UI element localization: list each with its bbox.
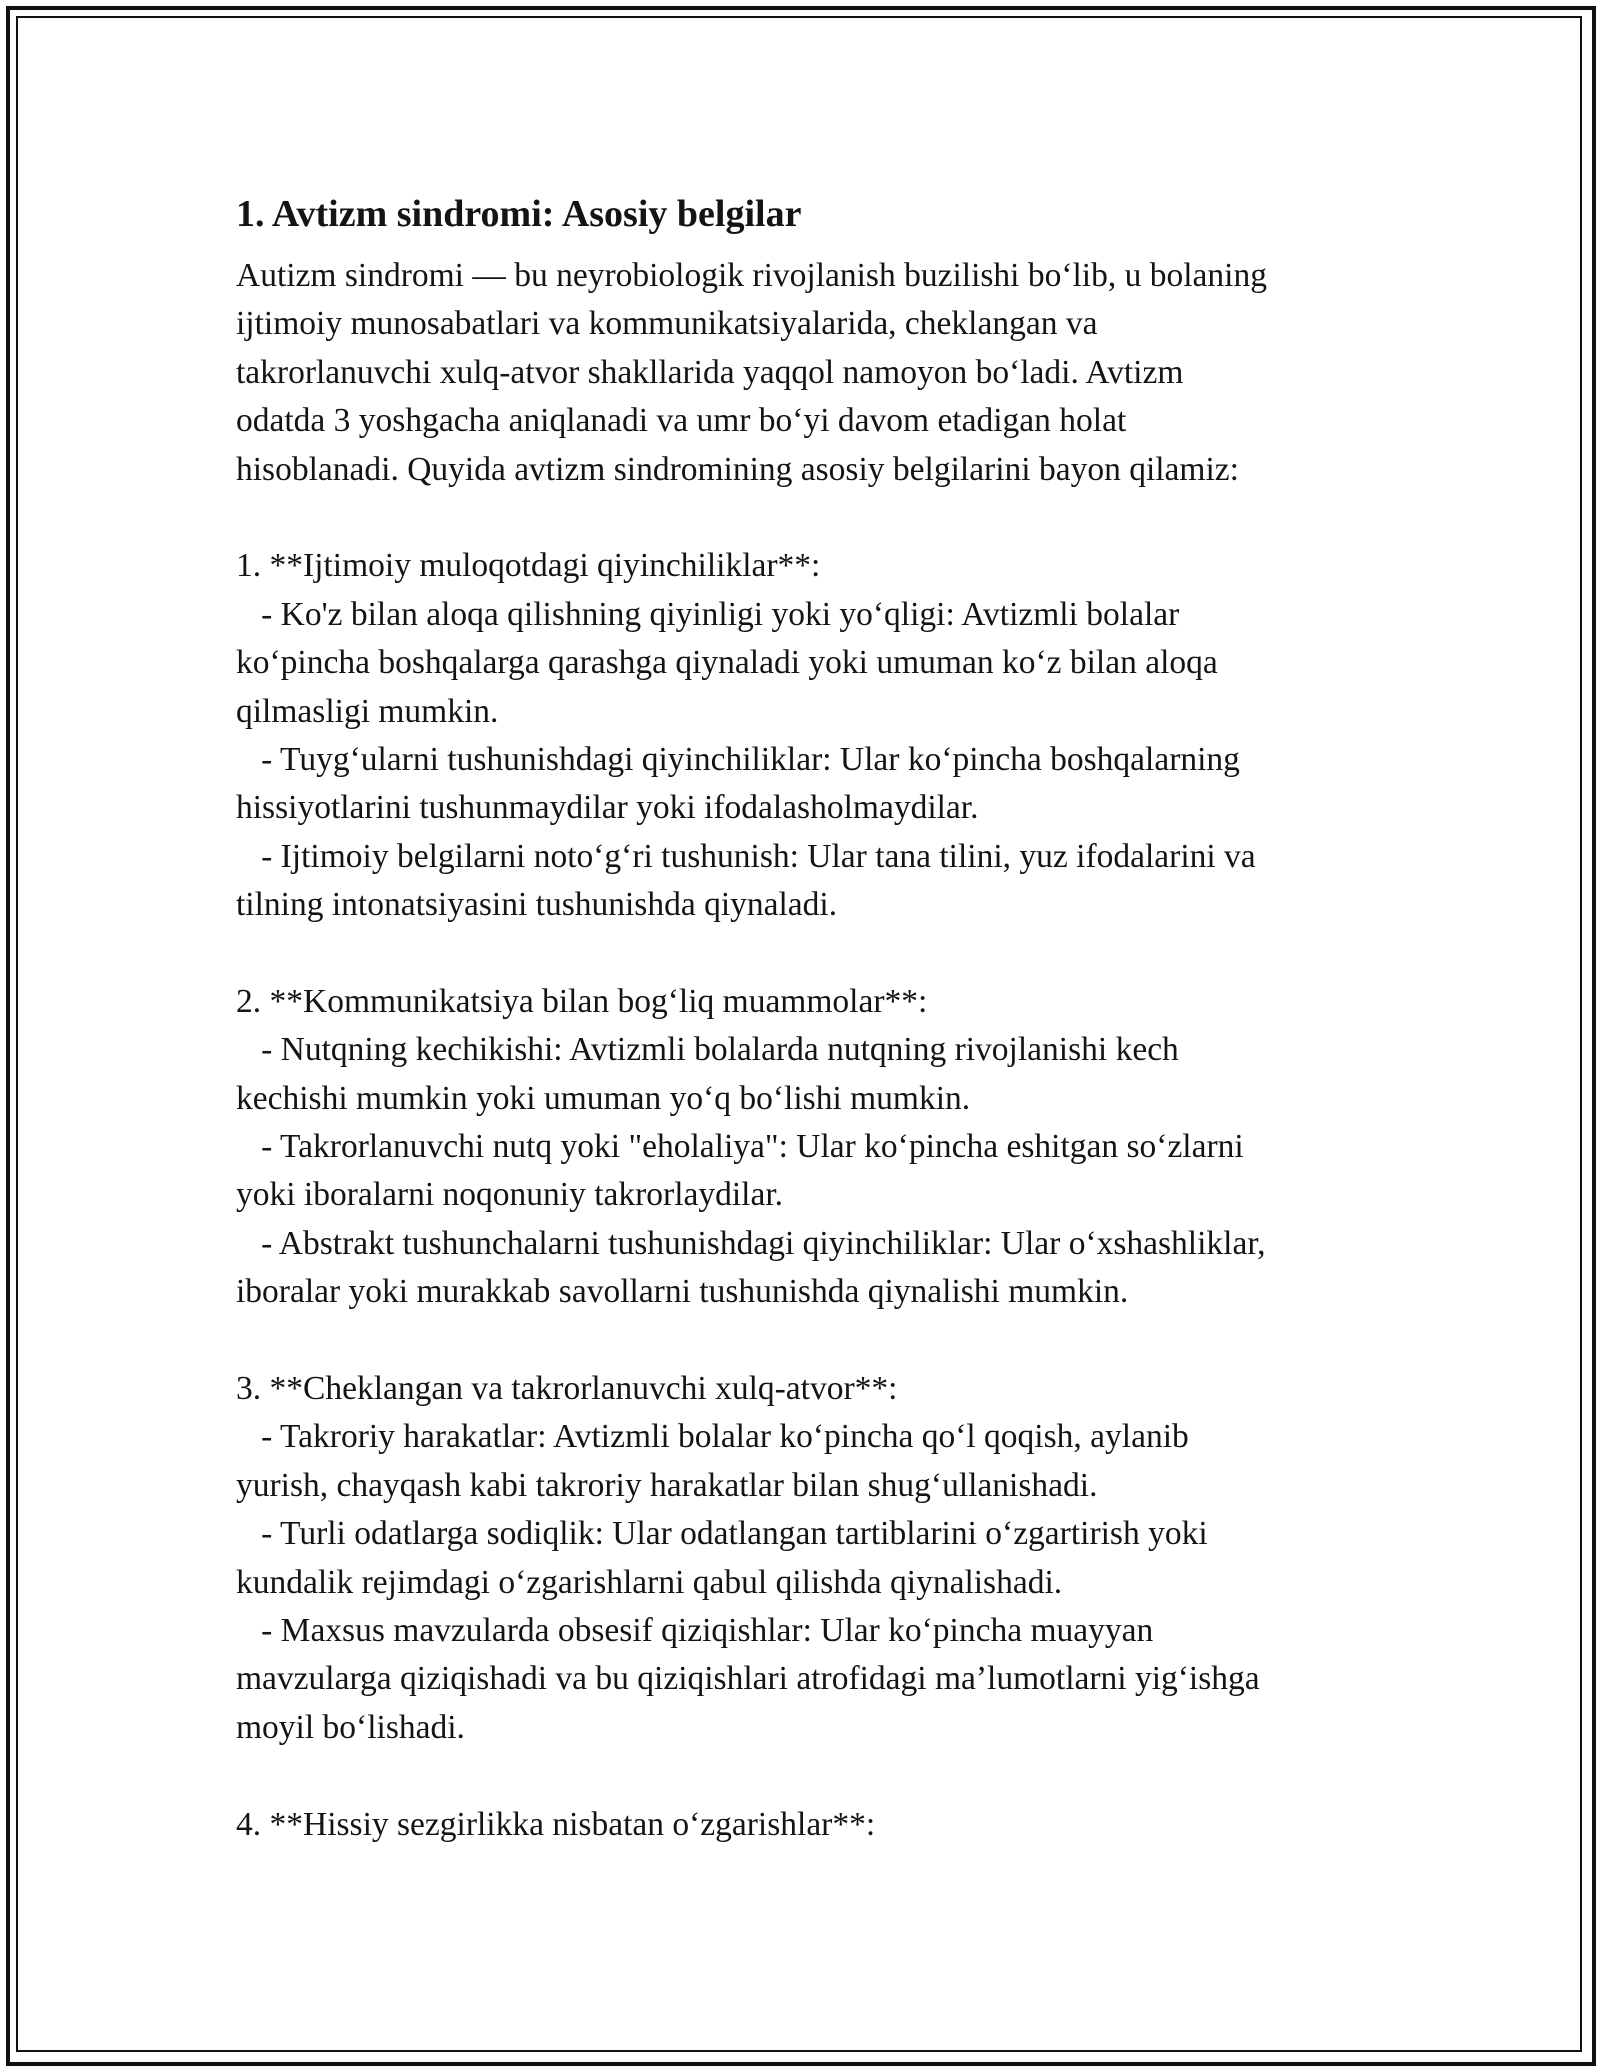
text-line: - Takrorlanuvchi nutq yoki "eholaliya": Ular ko‘pincha eshitgan so‘zlarni	[236, 1128, 1244, 1166]
text-line: qilmasligi mumkin.	[236, 692, 499, 730]
text-line: ko‘pincha boshqalarga qarashga qiynaladi yoki umuman ko‘z bilan aloqa	[236, 644, 1218, 682]
text-line: - Ko'z bilan aloqa qilishning qiyinligi yoki yo‘qligi: Avtizmli bolalar	[236, 595, 1180, 633]
text-line: - Turli odatlarga sodiqlik: Ular odatlangan tartiblarini o‘zgartirish yoki	[236, 1515, 1208, 1553]
text-line: moyil bo‘lishadi.	[236, 1708, 465, 1746]
text-line: yoki iboralarni noqonuniy takrorlaydilar.	[236, 1176, 784, 1214]
blank-line	[236, 1317, 1376, 1365]
text-line: 4. **Hissiy sezgirlikka nisbatan o‘zgarishlar**:	[236, 1805, 876, 1843]
document-text	[236, 252, 1376, 1849]
text-line: iboralar yoki murakkab savollarni tushunishda qiynalishi mumkin.	[236, 1273, 1129, 1311]
text-line: hisoblanadi. Quyida avtizm sindromining asosiy belgilarini bayon qilamiz:	[236, 450, 1239, 488]
text-line: odatda 3 yoshgacha aniqlanadi va umr bo‘yi davom etadigan holat	[236, 402, 1127, 440]
blank-line	[236, 1752, 1376, 1800]
document-body	[236, 186, 1376, 1849]
text-line: mavzularga qiziqishadi va bu qiziqishlari atrofidagi ma’lumotlarni yig‘ishga	[236, 1660, 1260, 1698]
blank-line	[236, 494, 1376, 542]
blank-line	[236, 929, 1376, 977]
text-line: - Maxsus mavzularda obsesif qiziqishlar: Ular ko‘pincha muayyan	[236, 1611, 1154, 1649]
text-line: 3. **Cheklangan va takrorlanuvchi xulq-atvor**:	[236, 1369, 898, 1407]
text-line: yurish, chayqash kabi takroriy harakatlar bilan shug‘ullanishadi.	[236, 1466, 1098, 1504]
text-line: kundalik rejimdagi o‘zgarishlarni qabul qilishda qiynalishadi.	[236, 1563, 1063, 1601]
text-line: ijtimoiy munosabatlari va kommunikatsiyalarida, cheklangan va	[236, 305, 1098, 343]
text-line: 2. **Kommunikatsiya bilan bog‘liq muammolar**:	[236, 982, 928, 1020]
text-line: - Ijtimoiy belgilarni noto‘g‘ri tushunish: Ular tana tilini, yuz ifodalarini va	[236, 837, 1256, 875]
text-line: 1. **Ijtimoiy muloqotdagi qiyinchiliklar**:	[236, 547, 821, 585]
text-line: hissiyotlarini tushunmaydilar yoki ifodalasholmaydilar.	[236, 789, 979, 827]
text-line: - Tuyg‘ularni tushunishdagi qiyinchiliklar: Ular ko‘pincha boshqalarning	[236, 740, 1240, 778]
text-line: tilning intonatsiyasini tushunishda qiynaladi.	[236, 886, 838, 924]
document-heading: 1. Avtizm sindromi: Asosiy belgilar	[236, 193, 802, 235]
text-line: Autizm sindromi — bu neyrobiologik rivojlanish buzilishi bo‘lib, u bolaning	[236, 257, 1267, 294]
text-line: takrorlanuvchi xulq-atvor shakllarida yaqqol namoyon bo‘ladi. Avtizm	[236, 353, 1184, 391]
text-line: - Abstrakt tushunchalarni tushunishdagi qiyinchiliklar: Ular o‘xshashliklar,	[236, 1224, 1266, 1262]
text-line: kechishi mumkin yoki umuman yo‘q bo‘lishi mumkin.	[236, 1079, 971, 1117]
text-line: - Takroriy harakatlar: Avtizmli bolalar ko‘pincha qo‘l qoqish, aylanib	[236, 1418, 1189, 1456]
text-line: - Nutqning kechikishi: Avtizmli bolalarda nutqning rivojlanishi kech	[236, 1031, 1179, 1069]
